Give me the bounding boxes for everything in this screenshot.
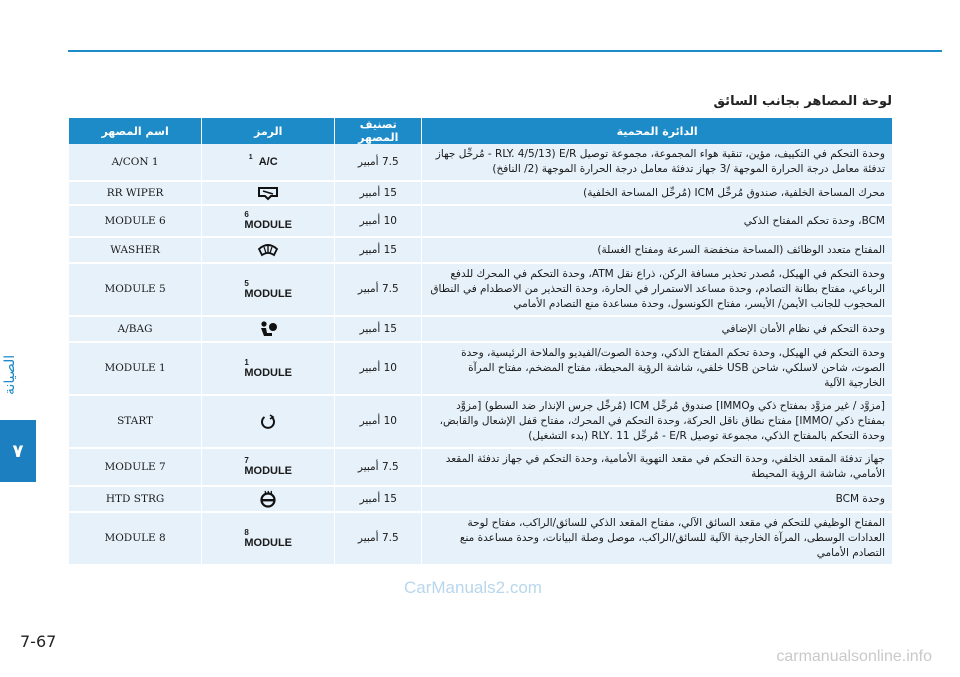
table-row: [69, 395, 893, 448]
module-number: 5: [244, 278, 249, 288]
section-title: لوحة المصاهر بجانب السائق: [713, 94, 892, 109]
fuse-symbol: [202, 448, 335, 486]
module-number: 8: [244, 527, 249, 537]
rear-wiper-icon: [257, 187, 279, 199]
header-capacity: تصنيف المصهر: [335, 118, 422, 144]
site-watermark: CarManuals2.com: [404, 578, 542, 597]
circuit-description: محرك المساحة الخلفية، صندوق مُرحِّل ICM (مُرحِّل المساحة الخلفية): [422, 181, 892, 205]
fuse-capacity: 7.5 أمبير: [335, 144, 422, 181]
module-icon: [244, 455, 292, 477]
chapter-side-label: الصيانة: [2, 354, 18, 396]
circuit-description: BCM، وحدة تحكم المفتاح الذكي: [422, 205, 892, 237]
fuse-name: MODULE 6: [69, 205, 202, 237]
chapter-number-tab: ٧: [0, 420, 36, 482]
fuse-symbol: [202, 342, 335, 395]
fuse-capacity: 10 أمبير: [335, 205, 422, 237]
circuit-description: المفتاح الوظيفي للتحكم في مقعد السائق الآلي، مفتاح المقعد الذكي للسائق/الراكب، مفتاح لوحة العدادات الوسطى، المرآة الخارجية الآلية للسائق/الراكب، موصل وصلة البيانات، وحدة مساعدة منع التصادم الأمامي: [422, 512, 892, 565]
fuse-name: MODULE 8: [69, 512, 202, 565]
ac-label: A/C: [258, 155, 278, 168]
fuse-table-body: [69, 144, 893, 565]
fuse-name: MODULE 7: [69, 448, 202, 486]
table-row: [69, 486, 893, 512]
fuse-capacity: 15 أمبير: [335, 181, 422, 205]
table-row: [69, 237, 893, 263]
footer-watermark: carmanualsonline.info: [776, 648, 932, 665]
circuit-description: وحدة BCM: [422, 486, 892, 512]
table-row: [69, 512, 893, 565]
fuse-name: HTD STRG: [69, 486, 202, 512]
module-label: MODULE: [244, 366, 293, 379]
fuse-name: START: [69, 395, 202, 448]
fuse-capacity: 15 أمبير: [335, 316, 422, 342]
fuse-name: WASHER: [69, 237, 202, 263]
fuse-capacity: 7.5 أمبير: [335, 512, 422, 565]
washer-icon: [257, 244, 279, 256]
module-number: 7: [244, 456, 249, 465]
fuse-capacity: 7.5 أمبير: [335, 263, 422, 316]
table-row: [69, 448, 893, 486]
fuse-symbol: [202, 263, 335, 316]
circuit-description: [مزوَّد / غير مزوَّد بمفتاح ذكي وIMMO] صندوق مُرحِّل ICM (مُرحِّل جرس الإنذار ضد السطو) [مزوَّد بمفتاح ذكي /IMMO] مفتاح نطاق ناقل الحركة، وحدة التحكم في المحرك، مفتاح قفل الإشعال والقابض، وحدة التحكم بالمفتاح الذكي، مجموعة توصيل E/R - مُرحِّل 11 .RLY (بدء التشغيل): [422, 395, 892, 448]
circuit-description: وحدة التحكم في الهيكل، وحدة تحكم المفتاح الذكي، وحدة الصوت/الفيديو والملاحة الرئيسية، وحدة الصوت، شاحن لاسلكي، شاحن USB خلفي، شاشة الرؤية المحيطة، مفتاح المضخم، مفتاح المرآة الخارجية الآلية: [422, 342, 892, 395]
fuse-capacity: 10 أمبير: [335, 342, 422, 395]
fuse-symbol: [202, 205, 335, 237]
fuse-capacity: 15 أمبير: [335, 486, 422, 512]
heated-steering-icon: [258, 493, 278, 505]
page-number: 7-67: [20, 632, 57, 651]
fuse-table-header: [69, 118, 893, 144]
start-icon: [259, 416, 277, 428]
fuse-symbol: [202, 181, 335, 205]
fuse-name: A/BAG: [69, 316, 202, 342]
module-icon: [244, 209, 292, 231]
fuse-capacity: 10 أمبير: [335, 395, 422, 448]
table-row: [69, 316, 893, 342]
fuse-symbol: [202, 237, 335, 263]
fuse-capacity: 15 أمبير: [335, 237, 422, 263]
fuse-name: A/CON 1: [69, 144, 202, 181]
fuse-symbol: [202, 316, 335, 342]
header-symbol: الرمز: [202, 118, 335, 144]
header-rule: [68, 50, 942, 52]
header-name: اسم المصهر: [69, 118, 202, 144]
fuse-capacity: 7.5 أمبير: [335, 448, 422, 486]
airbag-icon: [257, 323, 279, 335]
fuse-symbol: [202, 144, 335, 181]
module-icon: [244, 357, 292, 379]
circuit-description: جهاز تدفئة المقعد الخلفي، وحدة التحكم في مقعد التهوية الأمامية، وحدة التحكم في جهاز تدفئة المقعد الأمامي، شاشة الرؤية المحيطة: [422, 448, 892, 486]
module-label: MODULE: [244, 287, 293, 300]
circuit-description: وحدة التحكم في الهيكل، مُصدر تحذير مسافة الركن، ذراع نقل ATM، وحدة التحكم في المحرك للدفع الرباعي، مفتاح بطانة التصادم، وحدة مساعد الاستمرار في الحارة، وحدة التحذير من الاصطدام في النطاق المحجوب للجانب الأيمن/ الأيسر، مفتاح الكونسول، وحدة مساعدة منع التصادم الأمامي: [422, 263, 892, 316]
circuit-description: وحدة التحكم في نظام الأمان الإضافي: [422, 316, 892, 342]
table-row: [69, 342, 893, 395]
header-circuit: الدائرة المحمية: [422, 118, 892, 144]
module-label: MODULE: [244, 465, 293, 477]
module-label: MODULE: [244, 219, 293, 231]
ac-text-icon: [248, 153, 278, 170]
module-icon: [244, 527, 292, 549]
fuse-name: MODULE 5: [69, 263, 202, 316]
module-label: MODULE: [244, 536, 293, 549]
table-row: [69, 263, 893, 316]
table-row: [69, 181, 893, 205]
fuse-name: MODULE 1: [69, 342, 202, 395]
module-number: 6: [244, 210, 249, 219]
module-number: 1: [244, 357, 249, 367]
fuse-symbol: [202, 395, 335, 448]
fuse-table: [68, 118, 892, 566]
table-row: [69, 144, 893, 181]
circuit-description: وحدة التحكم في التكييف، مؤين، تنقية هواء المجموعة، مجموعة توصيل RLY. 4/5/13) E/R - مُرحِّل جهاز تدفئة معامل درجة الحرارة الموجهة /3 جهاز تدفئة معامل درجة الحرارة الموجهة (2/ النافخ): [422, 144, 892, 181]
module-icon: [244, 278, 292, 300]
ac-number: 1: [248, 153, 253, 161]
table-row: [69, 205, 893, 237]
fuse-symbol: [202, 486, 335, 512]
circuit-description: المفتاح متعدد الوظائف (المساحة منخفضة السرعة ومفتاح الغسلة): [422, 237, 892, 263]
fuse-name: RR WIPER: [69, 181, 202, 205]
fuse-symbol: [202, 512, 335, 565]
